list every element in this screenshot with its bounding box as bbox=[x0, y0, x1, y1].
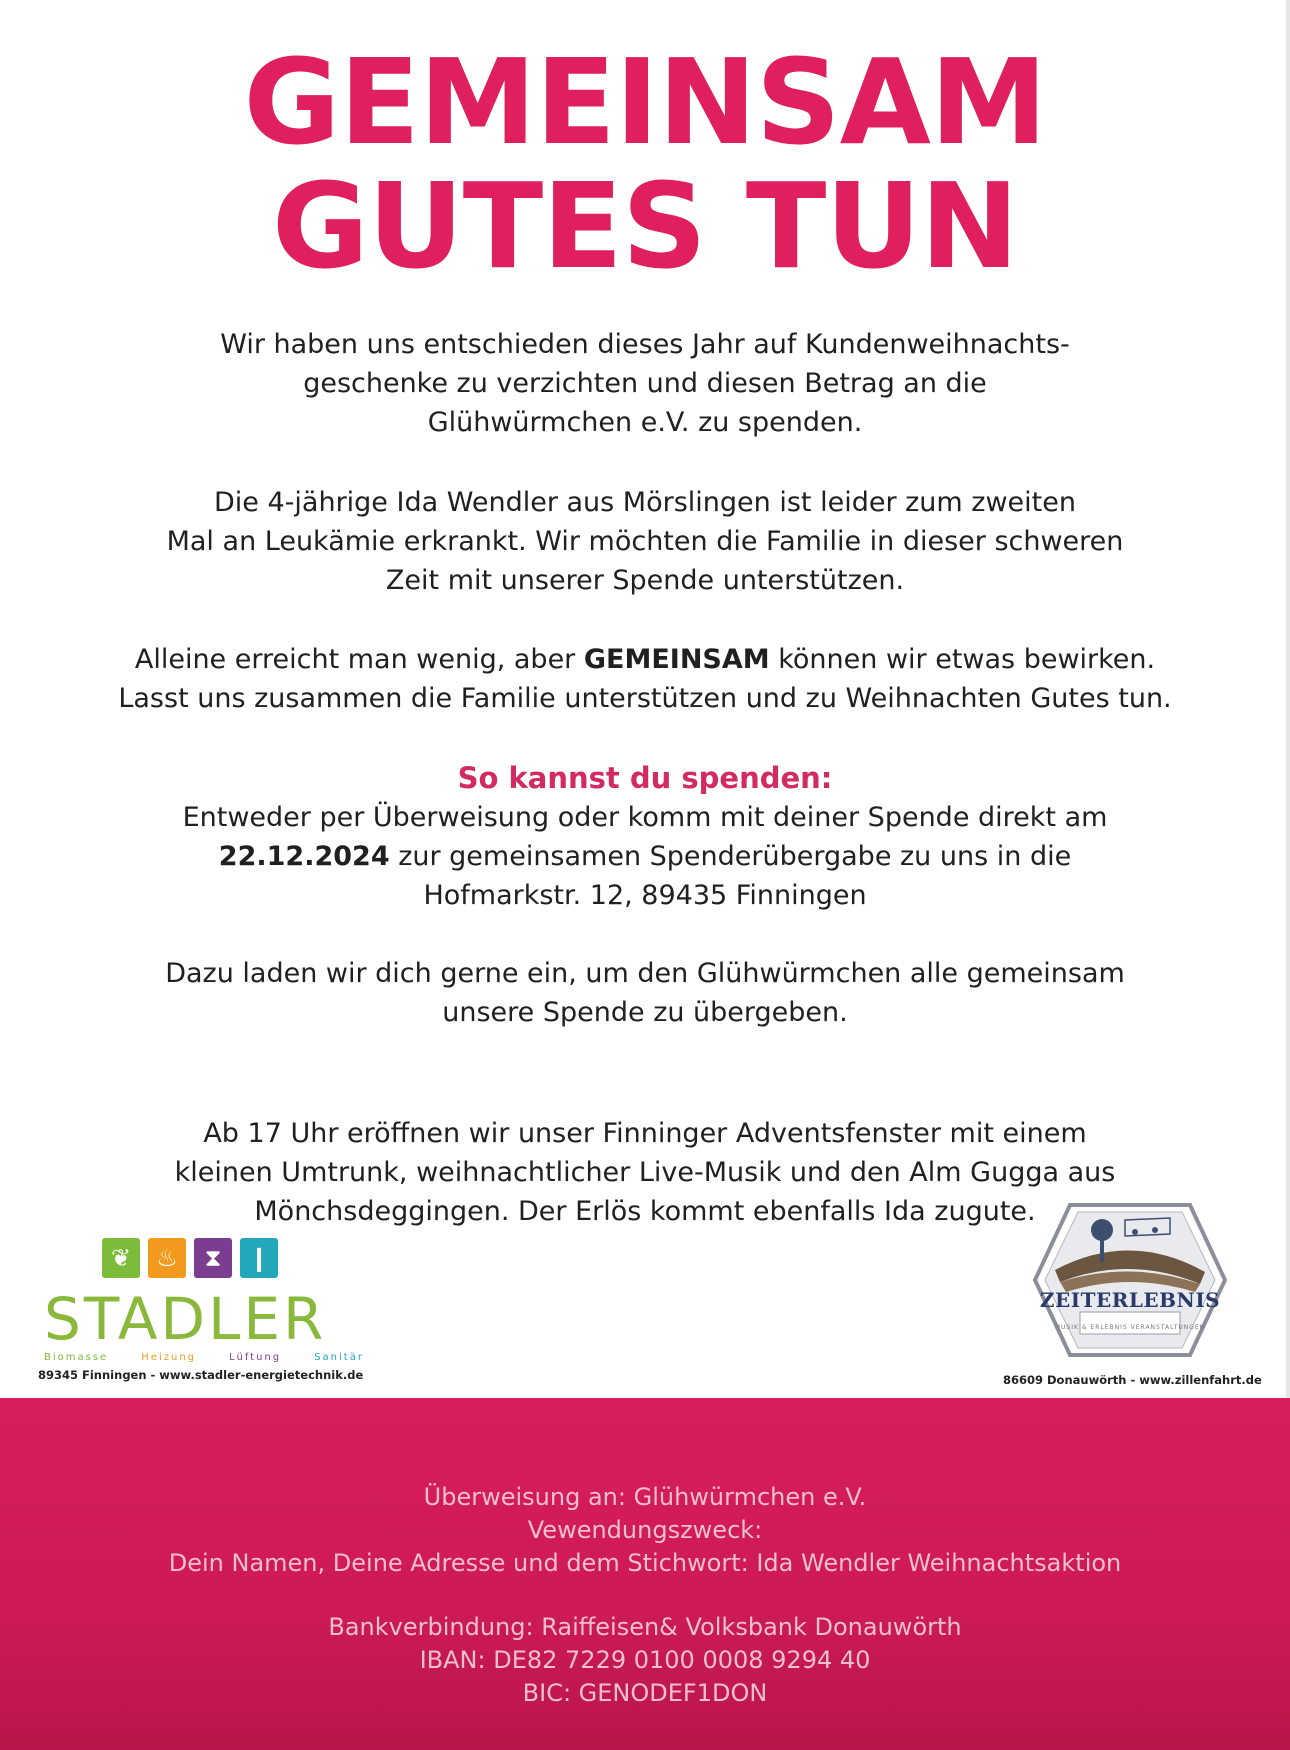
tagline-item: Heizung bbox=[141, 1352, 197, 1363]
intro-line: geschenke zu verzichten und diesen Betrag an die bbox=[303, 368, 987, 399]
together-emphasis: GEMEINSAM bbox=[583, 644, 770, 675]
leaf-icon: ❦ bbox=[102, 1238, 140, 1278]
donate-heading: So kannst du spenden: bbox=[457, 761, 833, 795]
bank-info bbox=[0, 1611, 1290, 1710]
fan-icon: ⧗ bbox=[194, 1238, 232, 1278]
stadler-logo bbox=[38, 1238, 398, 1388]
invite-line: unsere Spende zu übergeben. bbox=[442, 997, 848, 1028]
donate-line-1: Entweder per Überweisung oder komm mit deiner Spende direkt am bbox=[182, 802, 1108, 833]
flame-icon: ♨ bbox=[148, 1238, 186, 1278]
zeiterlebnis-logo bbox=[1030, 1200, 1230, 1360]
together-line-1 bbox=[60, 640, 1230, 679]
intro-line: Glühwürmchen e.V. zu spenden. bbox=[427, 407, 863, 438]
together-paragraph bbox=[60, 640, 1230, 718]
water-drop-icon: ❙ bbox=[240, 1238, 278, 1278]
transfer-line: Vewendungszweck: bbox=[527, 1516, 763, 1544]
advent-line: Mönchsdeggingen. Der Erlös kommt ebenfalls Ida zugute. bbox=[254, 1196, 1036, 1227]
bank-line: Bankverbindung: Raiffeisen& Volksbank Donauwörth bbox=[328, 1613, 962, 1641]
headline-line-1: GEMEINSAM bbox=[243, 33, 1047, 171]
story-line: Die 4-jährige Ida Wendler aus Mörslingen ist leider zum zweiten bbox=[214, 487, 1076, 518]
zeiterlebnis-subtitle: MUSIK & ERLEBNIS VERANSTALTUNGEN bbox=[1054, 1324, 1206, 1331]
transfer-info bbox=[0, 1481, 1290, 1580]
together-text-after: können wir etwas bewirken. bbox=[769, 644, 1156, 675]
invite-line: Dazu laden wir dich gerne ein, um den Glühwürmchen alle gemeinsam bbox=[165, 958, 1125, 989]
stadler-wordmark: STADLER bbox=[44, 1285, 327, 1353]
advent-line: Ab 17 Uhr eröffnen wir unser Finninger Adventsfenster mit einem bbox=[203, 1118, 1087, 1149]
headline-line-2: GUTES TUN bbox=[272, 157, 1018, 295]
donate-line-2-rest: zur gemeinsamen Spenderübergabe zu uns in die bbox=[389, 841, 1072, 872]
donate-address: Hofmarkstr. 12, 89435 Finningen bbox=[423, 880, 867, 911]
zeiterlebnis-wordmark: ZEITERLEBNIS bbox=[1039, 1288, 1221, 1312]
story-line: Mal an Leukämie erkrankt. Wir möchten die Familie in dieser schweren bbox=[166, 526, 1124, 557]
invite-paragraph bbox=[60, 954, 1230, 1032]
stadler-icon-row bbox=[102, 1238, 278, 1278]
tagline-item: Lüftung bbox=[229, 1352, 282, 1363]
bic-line: BIC: GENODEF1DON bbox=[522, 1679, 768, 1707]
stadler-contact: 89345 Finningen - www.stadler-energietechnik.de bbox=[38, 1368, 364, 1382]
transfer-line: Dein Namen, Deine Adresse und dem Stichwort: Ida Wendler Weihnachtsaktion bbox=[168, 1549, 1122, 1577]
donate-date: 22.12.2024 bbox=[218, 841, 390, 872]
stadler-tagline bbox=[44, 1352, 364, 1363]
zeiterlebnis-contact: 86609 Donauwörth - www.zillenfahrt.de bbox=[1003, 1373, 1262, 1387]
tagline-item: Sanitär bbox=[314, 1352, 364, 1363]
tagline-item: Biomasse bbox=[44, 1352, 109, 1363]
transfer-line: Überweisung an: Glühwürmchen e.V. bbox=[423, 1483, 867, 1511]
story-line: Zeit mit unserer Spende unterstützen. bbox=[385, 565, 905, 596]
donate-paragraph bbox=[60, 798, 1230, 915]
zeiterlebnis-hexagon-icon bbox=[1030, 1200, 1230, 1360]
advent-line: kleinen Umtrunk, weihnachtlicher Live-Musik und den Alm Gugga aus bbox=[174, 1157, 1116, 1188]
together-line-2: Lasst uns zusammen die Familie unterstützen und zu Weihnachten Gutes tun. bbox=[118, 683, 1172, 714]
story-paragraph bbox=[60, 483, 1230, 600]
together-text-before: Alleine erreicht man wenig, aber bbox=[134, 644, 584, 675]
intro-line: Wir haben uns entschieden dieses Jahr auf Kundenweihnachts- bbox=[220, 329, 1070, 360]
donate-line-2 bbox=[60, 837, 1230, 876]
iban-line: IBAN: DE82 7229 0100 0008 9294 40 bbox=[419, 1646, 871, 1674]
intro-paragraph bbox=[60, 325, 1230, 442]
